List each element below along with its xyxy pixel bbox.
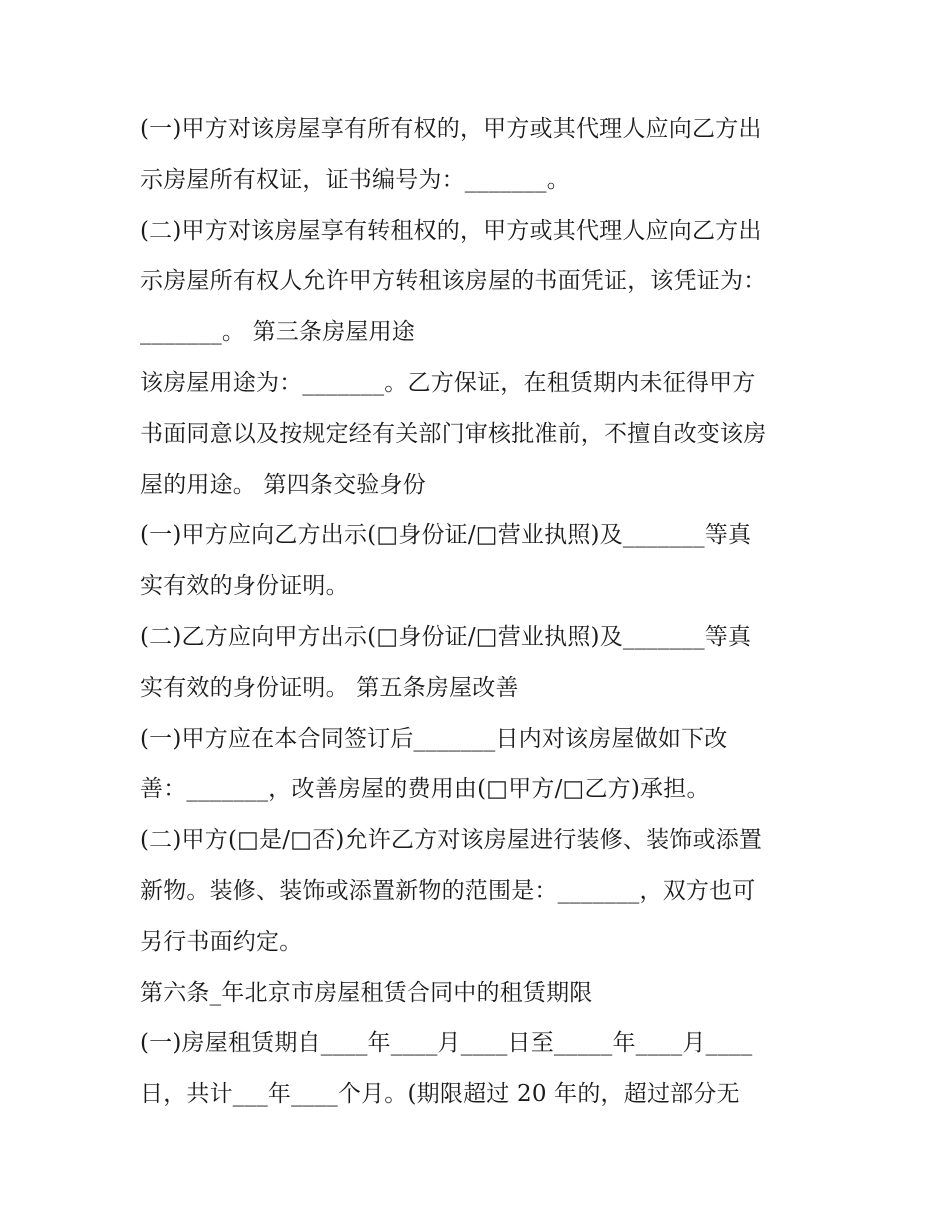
text-line: 实有效的身份证明。 第五条房屋改善 [140,674,519,701]
text-line: (二)甲方(□是/□否)允许乙方对该房屋进行装修、装饰或添置 [140,827,763,854]
text-line: 日，共计___年____个月。(期限超过 20 年的，超过部分无 [140,1081,740,1108]
text-line: (一)房屋租赁期自____年____月____日至_____年____月____ [140,1030,753,1057]
text-line: 另行书面约定。 [140,928,303,955]
text-line: (二)乙方应向甲方出示(□身份证/□营业执照)及_______等真 [140,623,752,650]
text-line: 实有效的身份证明。 [140,573,349,600]
text-line: 屋的用途。 第四条交验身份 [140,471,426,498]
text-line: 新物。装修、装饰或添置新物的范围是：_______，双方也可 [140,877,756,904]
document-body [140,104,830,1120]
text-line: (一)甲方应向乙方出示(□身份证/□营业执照)及_______等真 [140,522,752,549]
text-line: _______。 第三条房屋用途 [140,319,416,346]
text-line: 示房屋所有权人允许甲方转租该房屋的书面凭证，该凭证为： [140,268,767,295]
text-line: 示房屋所有权证，证书编号为：_______。 [140,166,570,193]
text-line: 第六条_年北京市房屋租赁合同中的租赁期限 [140,979,593,1006]
text-line: (二)甲方对该房屋享有转租权的，甲方或其代理人应向乙方出 [140,217,762,244]
text-line: (一)甲方应在本合同签订后_______日内对该房屋做如下改 [140,725,728,752]
text-line: 善：_______，改善房屋的费用由(□甲方/□乙方)承担。 [140,776,710,803]
text-line: (一)甲方对该房屋享有所有权的，甲方或其代理人应向乙方出 [140,116,762,142]
text-line: 书面同意以及按规定经有关部门审核批准前，不擅自改变该房 [140,420,767,447]
text-line: 该房屋用途为：_______。乙方保证，在租赁期内未征得甲方 [140,369,756,396]
